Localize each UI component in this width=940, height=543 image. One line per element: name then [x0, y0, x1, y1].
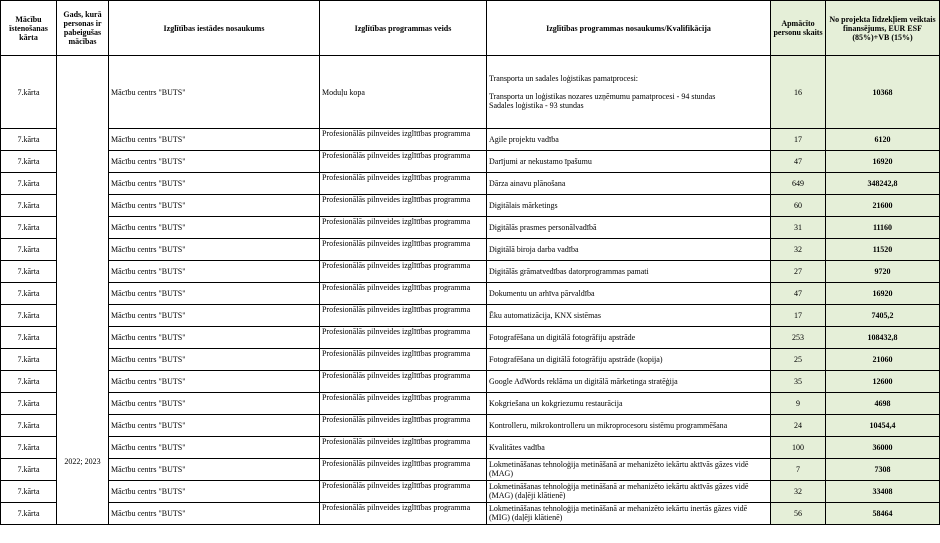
- cell-funding: 21060: [826, 349, 940, 371]
- program-name-line-2: Transporta un loģistikas nozares uzņēmumu pamatprocesi - 94 stundas: [489, 92, 716, 101]
- table-row: [1, 195, 940, 217]
- cell-institution: Mācību centrs "BUTS": [109, 327, 320, 349]
- table-row: [1, 393, 940, 415]
- cell-program-name: Agile projektu vadība: [487, 129, 771, 151]
- cell-persons: 16: [771, 56, 826, 129]
- cell-map: 7.kārta: [1, 415, 57, 437]
- cell-funding: 36000: [826, 437, 940, 459]
- cell-map: 7.kārta: [1, 56, 57, 129]
- cell-funding: 6120: [826, 129, 940, 151]
- cell-institution: Mācību centrs "BUTS": [109, 283, 320, 305]
- cell-program-type: Profesionālās pilnveides izglītības programma: [320, 437, 487, 459]
- cell-program-type: Profesionālās pilnveides izglītības programma: [320, 151, 487, 173]
- cell-program-type: Profesionālās pilnveides izglītības programma: [320, 327, 487, 349]
- cell-persons: 17: [771, 305, 826, 327]
- cell-persons: 25: [771, 349, 826, 371]
- cell-program-name: Lokmetināšanas tehnoloģija metināšanā ar mehanizēto iekārtu aktīvās gāzes vidē (MAG) (daļēji klātienē): [487, 481, 771, 503]
- cell-map: 7.kārta: [1, 327, 57, 349]
- table-row: [1, 437, 940, 459]
- cell-institution: Mācību centrs "BUTS": [109, 393, 320, 415]
- cell-persons: 9: [771, 393, 826, 415]
- header-program-name: Izglītības programmas nosaukums/Kvalifikācija: [487, 1, 771, 56]
- cell-program-name: Dokumentu un arhīva pārvaldība: [487, 283, 771, 305]
- cell-map: 7.kārta: [1, 261, 57, 283]
- header-institution: Izglītības iestādes nosaukums: [109, 1, 320, 56]
- table-row: [1, 459, 940, 481]
- cell-program-name: Kokgriešana un kokgriezumu restaurācija: [487, 393, 771, 415]
- cell-program-type: Profesionālās pilnveides izglītības programma: [320, 239, 487, 261]
- cell-institution: Mācību centrs "BUTS": [109, 349, 320, 371]
- cell-institution: Mācību centrs "BUTS": [109, 217, 320, 239]
- header-row: [1, 1, 940, 56]
- cell-persons: 17: [771, 129, 826, 151]
- cell-funding: 10368: [826, 56, 940, 129]
- table-row: [1, 129, 940, 151]
- cell-program-name: Google AdWords reklāma un digitālā mārketinga stratēģija: [487, 371, 771, 393]
- cell-funding: 108432,8: [826, 327, 940, 349]
- cell-institution: Mācību centrs "BUTS": [109, 437, 320, 459]
- cell-program-type: Profesionālās pilnveides izglītības programma: [320, 283, 487, 305]
- cell-persons: 47: [771, 151, 826, 173]
- cell-funding: 16920: [826, 151, 940, 173]
- cell-persons: 27: [771, 261, 826, 283]
- program-name-line-3: Sadales loģistika - 93 stundas: [489, 101, 584, 110]
- cell-funding: 4698: [826, 393, 940, 415]
- cell-funding: 21600: [826, 195, 940, 217]
- cell-map: 7.kārta: [1, 217, 57, 239]
- table-row: [1, 239, 940, 261]
- table-row: [1, 151, 940, 173]
- cell-program-type: Profesionālās pilnveides izglītības programma: [320, 481, 487, 503]
- table-row: [1, 349, 940, 371]
- cell-funding: 16920: [826, 283, 940, 305]
- cell-persons: 60: [771, 195, 826, 217]
- header-persons: Apmācīto personu skaits: [771, 1, 826, 56]
- cell-institution: Mācību centrs "BUTS": [109, 371, 320, 393]
- cell-program-type: Profesionālās pilnveides izglītības programma: [320, 503, 487, 525]
- cell-program-type: Profesionālās pilnveides izglītības programma: [320, 349, 487, 371]
- cell-institution: Mācību centrs "BUTS": [109, 56, 320, 129]
- cell-map: 7.kārta: [1, 151, 57, 173]
- cell-institution: Mācību centrs "BUTS": [109, 129, 320, 151]
- cell-persons: 649: [771, 173, 826, 195]
- cell-program-name: Digitālās prasmes personālvadībā: [487, 217, 771, 239]
- cell-program-name: Darījumi ar nekustamo īpašumu: [487, 151, 771, 173]
- cell-funding: 58464: [826, 503, 940, 525]
- cell-funding: 348242,8: [826, 173, 940, 195]
- table-row: [1, 283, 940, 305]
- table-row: [1, 503, 940, 525]
- cell-institution: Mācību centrs "BUTS": [109, 151, 320, 173]
- cell-persons: 35: [771, 371, 826, 393]
- cell-funding: 12600: [826, 371, 940, 393]
- table-row: [1, 261, 940, 283]
- cell-program-type: Profesionālās pilnveides izglītības programma: [320, 129, 487, 151]
- cell-funding: 7308: [826, 459, 940, 481]
- cell-program-name: Digitālās grāmatvedības datorprogrammas pamati: [487, 261, 771, 283]
- cell-map: 7.kārta: [1, 503, 57, 525]
- cell-program-name: Digitālais mārketings: [487, 195, 771, 217]
- cell-institution: Mācību centrs "BUTS": [109, 173, 320, 195]
- cell-program-type: Profesionālās pilnveides izglītības programma: [320, 415, 487, 437]
- cell-map: 7.kārta: [1, 437, 57, 459]
- cell-program-type: Profesionālās pilnveides izglītības programma: [320, 217, 487, 239]
- cell-program-type: Profesionālās pilnveides izglītības programma: [320, 371, 487, 393]
- table-row: [1, 415, 940, 437]
- cell-map: 7.kārta: [1, 195, 57, 217]
- cell-persons: 56: [771, 503, 826, 525]
- cell-funding: 7405,2: [826, 305, 940, 327]
- table-row: [1, 371, 940, 393]
- cell-program-type: Moduļu kopa: [320, 56, 487, 129]
- cell-program-name: Fotografēšana un digitālā fotogrāfiju apstrāde (kopija): [487, 349, 771, 371]
- cell-persons: 47: [771, 283, 826, 305]
- cell-funding: 11520: [826, 239, 940, 261]
- cell-institution: Mācību centrs "BUTS": [109, 503, 320, 525]
- header-year: Gads, kurā personas ir pabeigušas mācības: [57, 1, 109, 56]
- cell-map: 7.kārta: [1, 371, 57, 393]
- table-row: [1, 305, 940, 327]
- cell-program-name: Digitālā biroja darba vadība: [487, 239, 771, 261]
- cell-institution: Mācību centrs "BUTS": [109, 305, 320, 327]
- cell-persons: 7: [771, 459, 826, 481]
- header-program-type: Izglītības programmas veids: [320, 1, 487, 56]
- cell-persons: 24: [771, 415, 826, 437]
- cell-institution: Mācību centrs "BUTS": [109, 459, 320, 481]
- table-row: [1, 217, 940, 239]
- cell-program-name: [487, 56, 771, 129]
- table-row: [1, 481, 940, 503]
- cell-program-type: Profesionālās pilnveides izglītības programma: [320, 305, 487, 327]
- year-value: 2022; 2023: [64, 457, 101, 466]
- cell-map: 7.kārta: [1, 283, 57, 305]
- cell-program-type: Profesionālās pilnveides izglītības programma: [320, 459, 487, 481]
- cell-funding: 9720: [826, 261, 940, 283]
- cell-map: 7.kārta: [1, 129, 57, 151]
- cell-persons: 253: [771, 327, 826, 349]
- header-map: Mācību īstenošanas kārta: [1, 1, 57, 56]
- cell-program-name: Kontrolleru, mikrokontrolleru un mikroprocesoru sistēmu programmēšana: [487, 415, 771, 437]
- cell-program-type: Profesionālās pilnveides izglītības programma: [320, 393, 487, 415]
- cell-institution: Mācību centrs "BUTS": [109, 261, 320, 283]
- cell-program-type: Profesionālās pilnveides izglītības programma: [320, 261, 487, 283]
- cell-persons: 100: [771, 437, 826, 459]
- cell-institution: Mācību centrs "BUTS": [109, 239, 320, 261]
- table-row: [1, 56, 940, 129]
- table-row: [1, 327, 940, 349]
- header-funding: No projekta līdzekļiem veiktais finansējums, EUR ESF (85%)+VB (15%): [826, 1, 940, 56]
- cell-program-type: Profesionālās pilnveides izglītības programma: [320, 195, 487, 217]
- cell-map: 7.kārta: [1, 349, 57, 371]
- cell-funding: 33408: [826, 481, 940, 503]
- cell-program-name: Ēku automatizācija, KNX sistēmas: [487, 305, 771, 327]
- cell-program-name: Lokmetināšanas tehnoloģija metināšanā ar mehanizēto iekārtu inertās gāzes vidē (MIG) (daļēji klātienē): [487, 503, 771, 525]
- cell-institution: Mācību centrs "BUTS": [109, 195, 320, 217]
- cell-year: [57, 56, 109, 525]
- table-row: [1, 173, 940, 195]
- cell-institution: Mācību centrs "BUTS": [109, 415, 320, 437]
- cell-program-type: Profesionālās pilnveides izglītības programma: [320, 173, 487, 195]
- cell-program-name: Kvalitātes vadība: [487, 437, 771, 459]
- cell-map: 7.kārta: [1, 393, 57, 415]
- cell-persons: 31: [771, 217, 826, 239]
- cell-persons: 32: [771, 239, 826, 261]
- cell-program-name: Lokmetināšanas tehnoloģija metināšanā ar mehanizēto iekārtu aktīvās gāzes vidē (MAG): [487, 459, 771, 481]
- cell-funding: 10454,4: [826, 415, 940, 437]
- cell-program-name: Dārza ainavu plānošana: [487, 173, 771, 195]
- cell-program-name: Fotografēšana un digitālā fotogrāfiju apstrāde: [487, 327, 771, 349]
- cell-map: 7.kārta: [1, 305, 57, 327]
- cell-map: 7.kārta: [1, 173, 57, 195]
- cell-institution: Mācību centrs "BUTS": [109, 481, 320, 503]
- program-name-line-1: Transporta un sadales loģistikas pamatprocesi:: [489, 74, 639, 83]
- cell-map: 7.kārta: [1, 481, 57, 503]
- cell-persons: 32: [771, 481, 826, 503]
- cell-map: 7.kārta: [1, 459, 57, 481]
- cell-funding: 11160: [826, 217, 940, 239]
- cell-map: 7.kārta: [1, 239, 57, 261]
